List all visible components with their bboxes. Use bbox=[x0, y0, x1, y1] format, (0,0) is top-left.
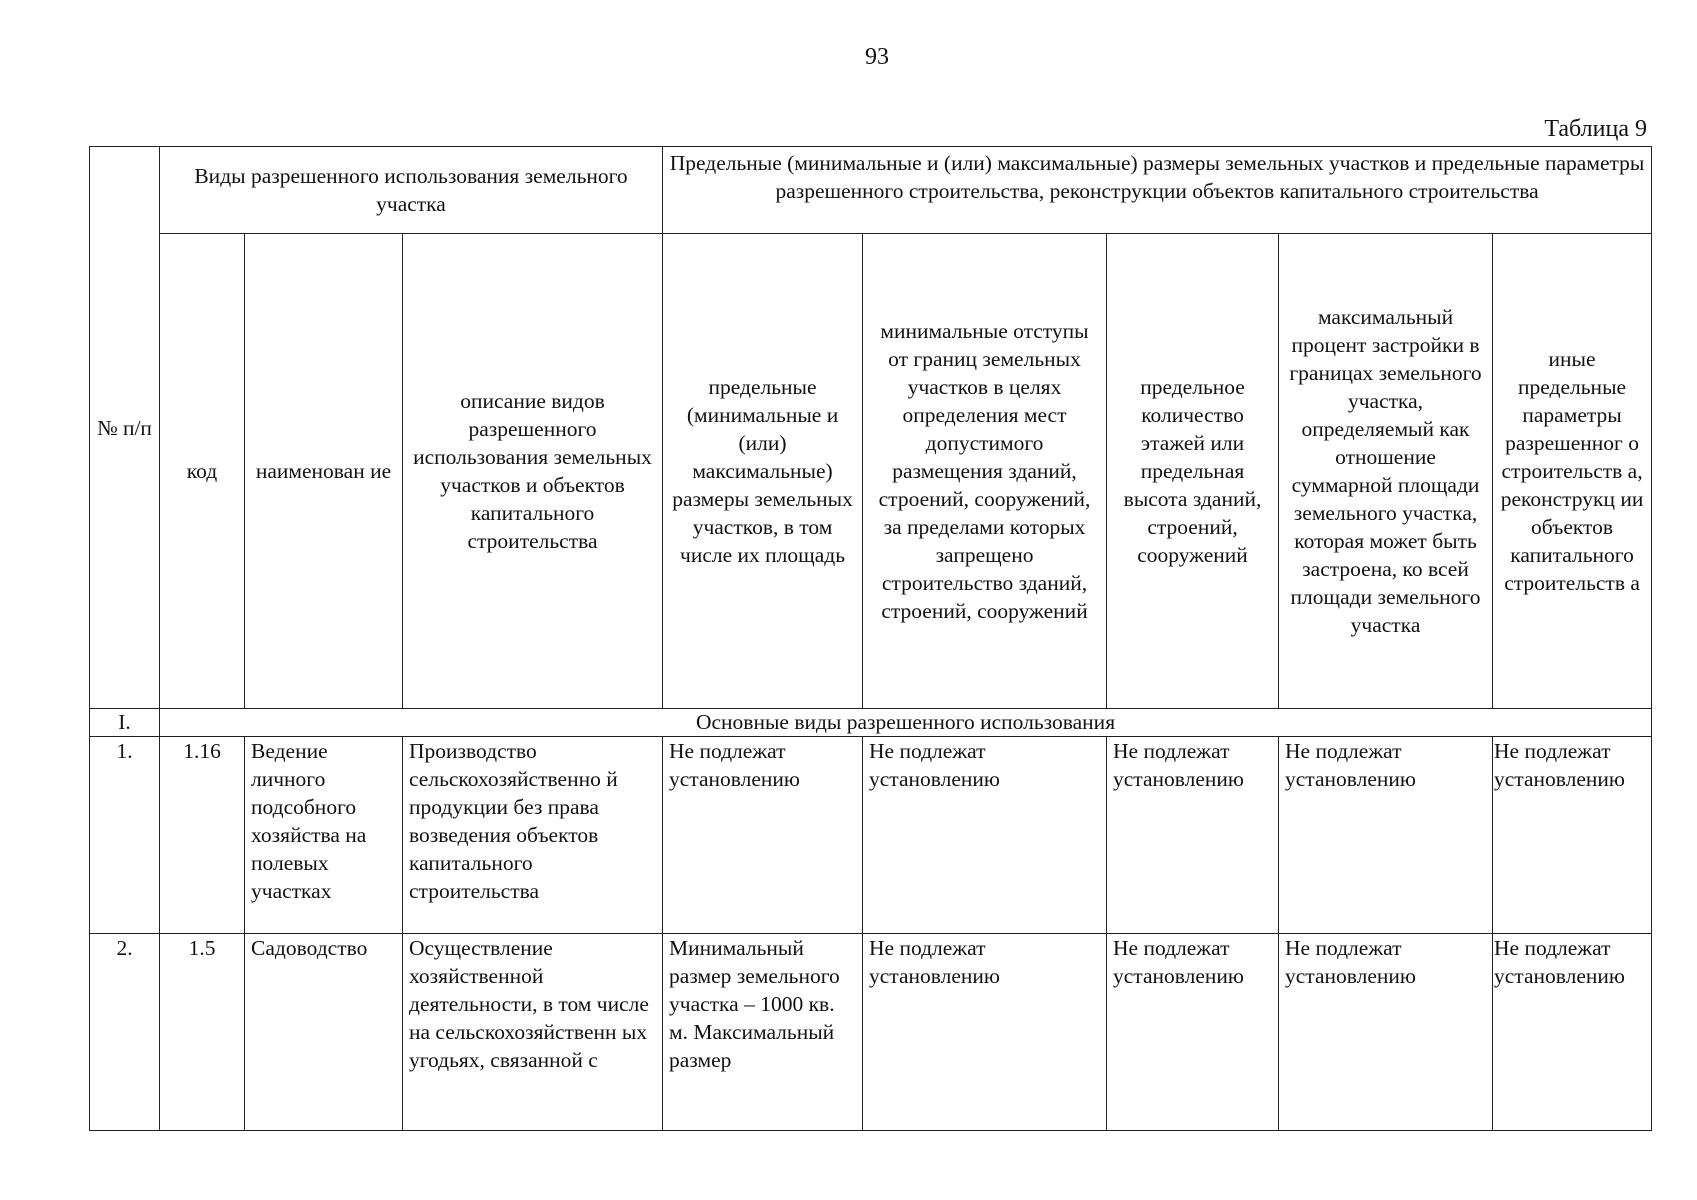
row-name: Ведение личного подсобного хозяйства на полевых участках bbox=[245, 737, 403, 934]
table-caption: Таблица 9 bbox=[1544, 116, 1647, 142]
section-row bbox=[90, 709, 1652, 737]
header-code: код bbox=[160, 234, 245, 709]
header-sizes: предельные (минимальные и (или) максимальные) размеры земельных участков, в том числе их площадь bbox=[663, 234, 863, 709]
header-coverage: максимальный процент застройки в границах земельного участка, определяемый как отношение суммарной площади земельного участка, которая может быть застроена, ко всей площади земельного участка bbox=[1279, 234, 1493, 709]
header-limits-group: Предельные (минимальные и (или) максимальные) размеры земельных участков и предельные параметры разрешенного строительства, реконструкции объектов капитального строительства bbox=[663, 147, 1652, 234]
table-row bbox=[90, 934, 1652, 1131]
row-setbacks: Не подлежат установлению bbox=[863, 934, 1107, 1131]
row-number: 1. bbox=[90, 737, 160, 934]
section-number: I. bbox=[90, 709, 160, 737]
row-floors: Не подлежат установлению bbox=[1107, 934, 1279, 1131]
row-code: 1.16 bbox=[160, 737, 245, 934]
row-coverage: Не подлежат установлению bbox=[1279, 934, 1493, 1131]
page-number: 93 bbox=[865, 44, 889, 70]
row-floors: Не подлежат установлению bbox=[1107, 737, 1279, 934]
row-other: Не подлежат установлению bbox=[1493, 934, 1652, 1131]
column-header-row bbox=[90, 234, 1652, 709]
header-number: № п/п bbox=[90, 147, 160, 709]
row-description: Производство сельскохозяйственно й продукции без права возведения объектов капитального строительства bbox=[403, 737, 663, 934]
header-other: иные предельные параметры разрешенног о строительств а, реконструкц ии объектов капитального строительств а bbox=[1493, 234, 1652, 709]
table-row bbox=[90, 737, 1652, 934]
row-other: Не подлежат установлению bbox=[1493, 737, 1652, 934]
land-use-table bbox=[89, 146, 1652, 1131]
row-code: 1.5 bbox=[160, 934, 245, 1131]
row-description: Осуществление хозяйственной деятельности, в том числе на сельскохозяйственн ых угодьях, связанной с bbox=[403, 934, 663, 1131]
group-header-row bbox=[90, 147, 1652, 234]
row-number: 2. bbox=[90, 934, 160, 1131]
row-setbacks: Не подлежат установлению bbox=[863, 737, 1107, 934]
header-description: описание видов разрешенного использования земельных участков и объектов капитального строительства bbox=[403, 234, 663, 709]
row-name: Садоводство bbox=[245, 934, 403, 1131]
header-name: наименован ие bbox=[245, 234, 403, 709]
header-floors: предельное количество этажей или предельная высота зданий, строений, сооружений bbox=[1107, 234, 1279, 709]
row-sizes: Минимальный размер земельного участка – 1000 кв. м. Максимальный размер bbox=[663, 934, 863, 1131]
row-sizes: Не подлежат установлению bbox=[663, 737, 863, 934]
header-setbacks: минимальные отступы от границ земельных участков в целях определения мест допустимого размещения зданий, строений, сооружений, за пределами которых запрещено строительство зданий, строений, сооружений bbox=[863, 234, 1107, 709]
row-coverage: Не подлежат установлению bbox=[1279, 737, 1493, 934]
header-kinds-group: Виды разрешенного использования земельного участка bbox=[160, 147, 663, 234]
section-title: Основные виды разрешенного использования bbox=[160, 709, 1652, 737]
